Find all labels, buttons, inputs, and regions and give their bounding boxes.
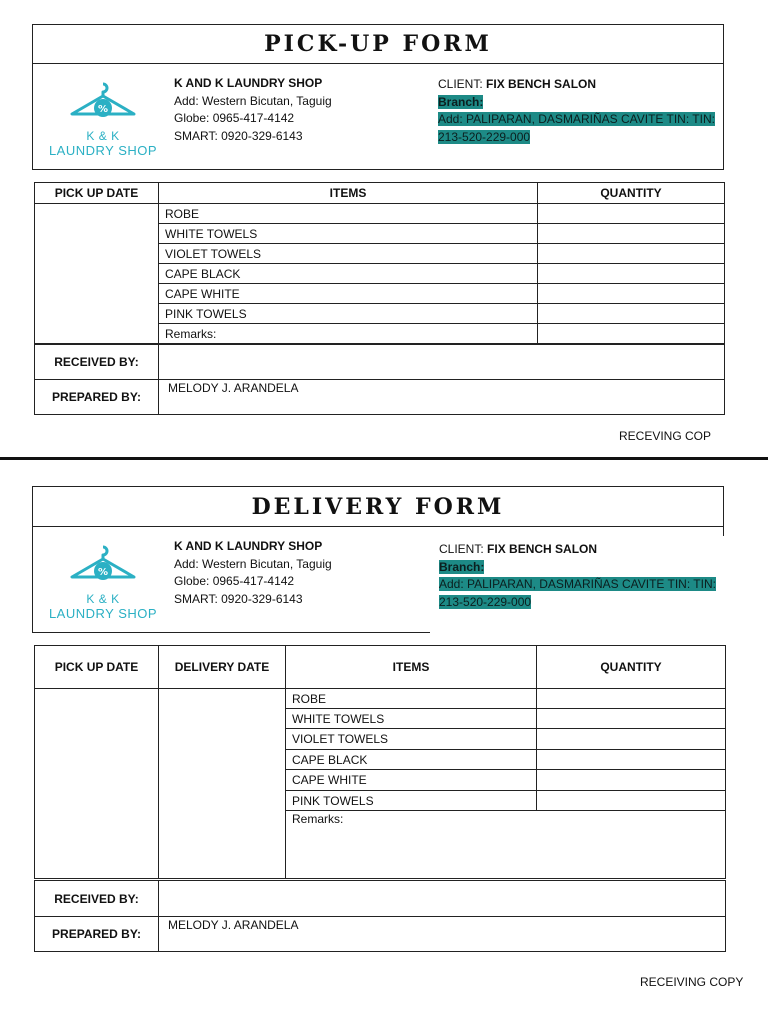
remarks-field[interactable] <box>286 811 726 879</box>
item-row: WHITE TOWELS <box>159 224 538 244</box>
remarks-label: Remarks: <box>159 324 538 344</box>
delivery-footer: RECEIVING COPY <box>640 975 744 989</box>
pickup-items-table <box>34 182 725 344</box>
hanger-icon <box>48 543 158 589</box>
pickup-date-cell[interactable] <box>35 689 159 879</box>
shop-address: Add: Western Bicutan, Taguig <box>174 93 332 108</box>
client-tin: 213-520-229-000 <box>438 129 531 144</box>
prepared-by-label: PREPARED BY: <box>35 917 159 952</box>
item-row: PINK TOWELS <box>286 791 537 811</box>
pickup-title-box <box>32 24 724 64</box>
col-pickup-date: PICK UP DATE <box>35 646 159 689</box>
client-branch: Branch: <box>438 94 484 109</box>
shop-globe: Globe: 0965-417-4142 <box>174 111 295 125</box>
client-address: Add: PALIPARAN, DASMARIÑAS CAVITE TIN: TIN: <box>439 577 716 591</box>
hanger-icon <box>48 80 158 126</box>
client-name: FIX BENCH SALON <box>486 77 597 91</box>
col-items: ITEMS <box>286 646 537 689</box>
prepared-by-label: PREPARED BY: <box>35 380 159 415</box>
pickup-date-cell[interactable] <box>35 204 159 344</box>
item-row: WHITE TOWELS <box>286 709 537 729</box>
item-row: VIOLET TOWELS <box>286 729 537 750</box>
qty-cell[interactable] <box>538 264 725 284</box>
item-row: CAPE BLACK <box>159 264 538 284</box>
delivery-form-title: DELIVERY FORM <box>251 493 505 520</box>
qty-cell[interactable] <box>537 750 726 770</box>
client-address: Add: PALIPARAN, DASMARIÑAS CAVITE TIN: TIN: <box>438 112 715 126</box>
item-row: PINK TOWELS <box>159 304 538 324</box>
header-border-bottom <box>32 632 430 633</box>
received-by-field[interactable] <box>159 881 726 917</box>
received-by-field[interactable] <box>159 345 725 380</box>
shop-smart: SMART: 0920-329-6143 <box>174 128 303 143</box>
pickup-form-title: PICK-UP FORM <box>264 31 492 57</box>
item-row: ROBE <box>159 204 538 224</box>
shop-globe: Globe: 0965-417-4142 <box>174 574 295 588</box>
svg-text:%: % <box>97 567 109 578</box>
qty-cell[interactable] <box>538 284 725 304</box>
client-label: CLIENT: <box>438 77 483 91</box>
col-items: ITEMS <box>159 183 538 204</box>
item-row: CAPE WHITE <box>159 284 538 304</box>
remarks-label: Remarks: <box>292 812 344 826</box>
qty-cell[interactable] <box>538 324 725 344</box>
svg-text:%: % <box>97 104 109 115</box>
delivery-logo <box>48 543 158 621</box>
shop-name: K AND K LAUNDRY SHOP <box>174 76 323 90</box>
received-by-label: RECEIVED BY: <box>35 881 159 917</box>
qty-cell[interactable] <box>538 224 725 244</box>
qty-cell[interactable] <box>538 304 725 324</box>
shop-name: K AND K LAUNDRY SHOP <box>174 539 323 553</box>
item-row: ROBE <box>286 689 537 709</box>
qty-cell[interactable] <box>537 770 726 791</box>
prepared-by-name: MELODY J. ARANDELA <box>159 380 725 415</box>
pickup-logo <box>48 80 158 158</box>
shop-address: Add: Western Bicutan, Taguig <box>174 556 332 571</box>
col-pickup-date: PICK UP DATE <box>35 183 159 204</box>
logo-shop-name: LAUNDRY SHOP <box>48 606 158 621</box>
item-row: CAPE BLACK <box>286 750 537 770</box>
delivery-date-cell[interactable] <box>159 689 286 879</box>
client-tin: 213-520-229-000 <box>439 594 532 609</box>
qty-cell[interactable] <box>538 244 725 264</box>
pickup-shop-info <box>174 75 332 145</box>
delivery-sign-table <box>34 880 726 952</box>
item-row: CAPE WHITE <box>286 770 537 791</box>
delivery-client-info <box>439 541 719 611</box>
pickup-footer: RECEVING COP <box>619 429 712 443</box>
pickup-client-info <box>438 76 718 146</box>
col-quantity: QUANTITY <box>537 646 726 689</box>
header-border-right <box>723 526 724 536</box>
qty-cell[interactable] <box>538 204 725 224</box>
client-name: FIX BENCH SALON <box>487 542 598 556</box>
qty-cell[interactable] <box>537 709 726 729</box>
delivery-title-box <box>32 486 724 527</box>
header-border-left <box>32 526 33 633</box>
client-branch: Branch: <box>439 559 485 574</box>
section-divider <box>0 457 768 460</box>
qty-cell[interactable] <box>537 791 726 811</box>
qty-cell[interactable] <box>537 729 726 750</box>
shop-smart: SMART: 0920-329-6143 <box>174 591 303 606</box>
qty-cell[interactable] <box>537 689 726 709</box>
col-quantity: QUANTITY <box>538 183 725 204</box>
pickup-sign-table <box>34 344 725 415</box>
client-label: CLIENT: <box>439 542 484 556</box>
col-delivery-date: DELIVERY DATE <box>159 646 286 689</box>
item-row: VIOLET TOWELS <box>159 244 538 264</box>
delivery-items-table <box>34 645 726 879</box>
logo-shop-name: LAUNDRY SHOP <box>48 143 158 158</box>
received-by-label: RECEIVED BY: <box>35 345 159 380</box>
delivery-shop-info <box>174 538 332 608</box>
logo-brand: K & K <box>86 592 120 606</box>
logo-brand: K & K <box>86 129 120 143</box>
prepared-by-name: MELODY J. ARANDELA <box>159 917 726 952</box>
